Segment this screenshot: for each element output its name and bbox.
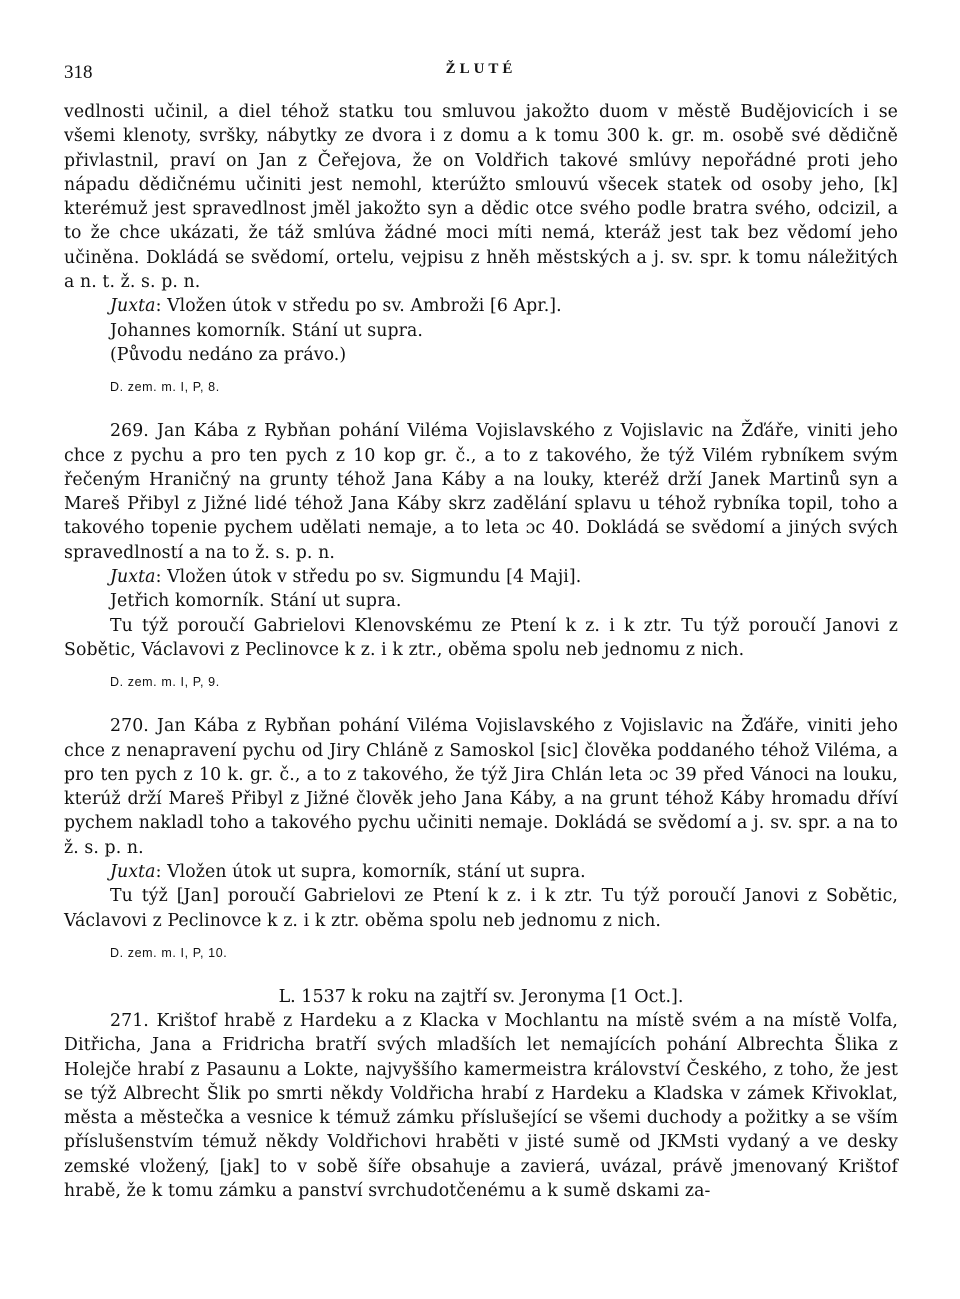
juxta-line — [64, 860, 898, 884]
archival-reference: D. zem. m. I, P, 8. — [110, 380, 220, 395]
juxta-line — [64, 565, 898, 589]
juxta-text: : Vložen útok v středu po sv. Sigmundu [4 Maji]. — [155, 567, 582, 588]
section-heading: L. 1537 k roku na zajtří sv. Jeronyma [1 Oct.]. — [278, 986, 684, 1007]
spacer — [64, 961, 898, 985]
body-text — [64, 100, 898, 1203]
archival-reference: D. zem. m. I, P, 9. — [110, 675, 220, 690]
spacer — [64, 395, 898, 419]
juxta-line — [64, 294, 898, 318]
entry-270-text: 270. Jan Kába z Rybňan pohání Viléma Vojislavského z Vojislavic na Žďáře, viniti jeho chce z nenapravení pychu od Jiry Chláně z Samoskol [sic] člověka poddaného téhož Viléma, a pro ten pych z 10 k. gr. č., a to z takového, že týž Jira Chlán leta ɔc 39 před Vánoci na louku, kterúž drží Mareš Přibyl z Jižné člověk jeho Jana Káby, a na grunt téhož Káby hromadu dříví pychem nakladl toho a takového pychu učiniti nemaje. Dokládá se svědomí a j. sv. spr. a na to ž. s. p. n. — [64, 716, 898, 858]
delegation-text: Tu týž [Jan] poroučí Gabrielovi ze Ptení k z. i k ztr. Tu týž poroučí Janovi z Sobětic, Václavovi z Peclinovce k z. i k ztr. oběma spolu neb jednomu z nich. — [64, 886, 898, 931]
note-line: (Původu nedáno za právo.) — [110, 344, 347, 365]
page-number: 318 — [64, 62, 93, 83]
note-line: Johannes komorník. Stání ut supra. — [110, 320, 423, 341]
juxta-label: Juxta — [110, 296, 156, 317]
delegation-text: Tu týž poroučí Gabrielovi Klenovskému ze Ptení k z. i k ztr. Tu týž poroučí Janovi z Sobětic, Václavovi z Peclinovce k z. i k ztr., oběma spolu neb jednomu z nich. — [64, 615, 898, 660]
juxta-text: : Vložen útok ut supra, komorník, stání ut supra. — [155, 862, 586, 883]
spacer — [64, 690, 898, 714]
entry-continuation-text: vedlnosti učinil, a diel téhož statku tou smluvou jakožto duom v městě Budějovicích i se všemi klenoty, svršky, nábytky ze dvora i z domu a k tomu 300 k. gr. m. osobě své dědičně přivlastnil, praví on Jan z Čeřejova, že on Voldřich takové smlúvy nepořádné proti jeho nápadu dědičnému učiniti jest nemohl, kterúžto smlouvú všecek statek od osoby jeho, [k] kterémuž jest spravedlnost jměl jakožto syn a dědic otce svého podle bratra svého, odcizil, a to že chce ukázati, že táž smlúva žádné moci míti nemá, kteráž jest tak bez vědomí jeho učiněna. Dokládá se svědomí, ortelu, vejpisu z hněh městských a j. sv. spr. k tomu náležitých a n. t. ž. s. p. n. — [64, 102, 898, 293]
entry-269-text: 269. Jan Kába z Rybňan pohání Viléma Vojislavského z Vojislavic na Žďáře, viniti jeho chce z pychu a pro ten pych z 10 kop gr. č., a to z takového, že týž Vilém rybníkem svým řečeným Hraničný na grunty téhož Jana Káby a na louky, kteréž drží Janek Martinů syn a Mareš Přibyl z Jižné lidé téhož Jana Káby skrz zadělání splavu u téhož rybníka topil, toho a takového topenie pychem udělati nemaje, a to leta ɔc 40. Dokládá se svědomí a jiných svých spravedlností a na to ž. s. p. n. — [64, 421, 898, 563]
page-header — [64, 58, 898, 88]
juxta-text: : Vložen útok v středu po sv. Ambroži [6 Apr.]. — [155, 296, 562, 317]
note-line: Jetřich komorník. Stání ut supra. — [110, 591, 402, 612]
entry-271-text: 271. Krištof hrabě z Hardeku a z Klacka v Mochlantu na místě svém a na místě Volfa, Ditřicha, Jana a Fridricha bratří svých mladších let nemajících pohání Albrechta Šlika z Holejče hrabí z Pasaunu a Lokte, najvyššího kamermeistra království Českého, z toho, že jest se týž Albrecht Šlik po smrti někdy Voldřicha hrabí z Hardeku a Kladska v zámek Křivoklat, města a městečka a vesnice k témuž zámku příslušející se všemi duchody a požitky a se vším příslušenstvím témuž někdy Voldřichovi hraběti v jisté sumě od JKMsti vydaný a ve desky zemské vložený, [jak] to v sobě šíře obsahuje a zavierá, uvázal, právě jmenovaný Krištof hrabě, že k tomu zámku a panství svrchudotčenému a k sumě dskami za- — [64, 1010, 898, 1201]
juxta-label: Juxta — [110, 567, 156, 588]
juxta-label: Juxta — [110, 862, 156, 883]
archival-reference: D. zem. m. I, P, 10. — [110, 945, 228, 960]
running-title: ŽLUTÉ — [445, 61, 517, 77]
